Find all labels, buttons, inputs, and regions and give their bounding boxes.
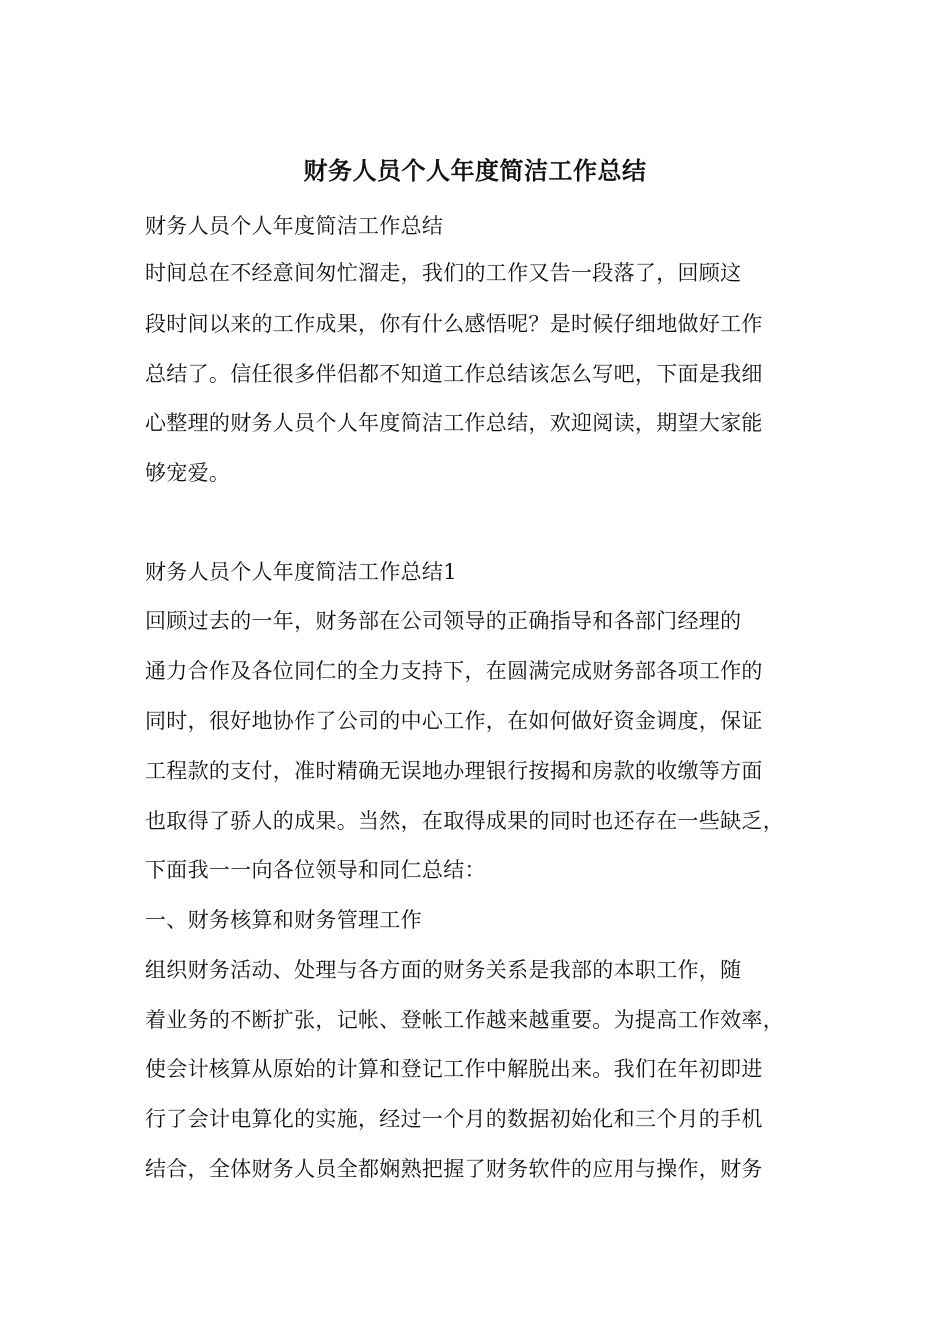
subtitle-line: 财务人员个人年度简洁工作总结 (145, 214, 444, 238)
paragraph-line: 心整理的财务人员个人年度简洁工作总结，欢迎阅读，期望大家能 (145, 411, 763, 435)
paragraph-line: 结合，全体财务人员全都娴熟把握了财务软件的应用与操作，财务 (145, 1157, 763, 1181)
paragraph-line: 时间总在不经意间匆忙溜走，我们的工作又告一段落了，回顾这 (145, 261, 742, 285)
subsection-heading: 一、财务核算和财务管理工作 (145, 908, 422, 932)
paragraph-line: 段时间以来的工作成果，你有什么感悟呢？是时候仔细地做好工作 (145, 312, 763, 336)
paragraph-line: 组织财务活动、处理与各方面的财务关系是我部的本职工作，随 (145, 958, 742, 982)
document-title: 财务人员个人年度简洁工作总结 (303, 156, 647, 185)
paragraph-line: 工程款的支付，准时精确无误地办理银行按揭和房款的收缴等方面 (145, 759, 763, 783)
paragraph-line: 回顾过去的一年，财务部在公司领导的正确指导和各部门经理的 (145, 609, 742, 633)
section-heading: 财务人员个人年度简洁工作总结1 (145, 560, 457, 584)
paragraph-line: 也取得了骄人的成果。当然，在取得成果的同时也还存在一些缺乏， (145, 809, 784, 833)
paragraph-line: 够宠爱。 (145, 461, 231, 485)
paragraph-line: 行了会计电算化的实施，经过一个月的数据初始化和三个月的手机 (145, 1107, 763, 1131)
paragraph-line: 着业务的不断扩张，记帐、登帐工作越来越重要。为提高工作效率， (145, 1008, 784, 1032)
paragraph-line: 下面我一一向各位领导和同仁总结： (145, 858, 486, 882)
paragraph-line: 同时，很好地协作了公司的中心工作，在如何做好资金调度，保证 (145, 709, 763, 733)
paragraph-line: 使会计核算从原始的计算和登记工作中解脱出来。我们在年初即进 (145, 1057, 763, 1081)
paragraph-line: 总结了。信任很多伴侣都不知道工作总结该怎么写吧，下面是我细 (145, 362, 763, 386)
paragraph-line: 通力合作及各位同仁的全力支持下，在圆满完成财务部各项工作的 (145, 659, 763, 683)
